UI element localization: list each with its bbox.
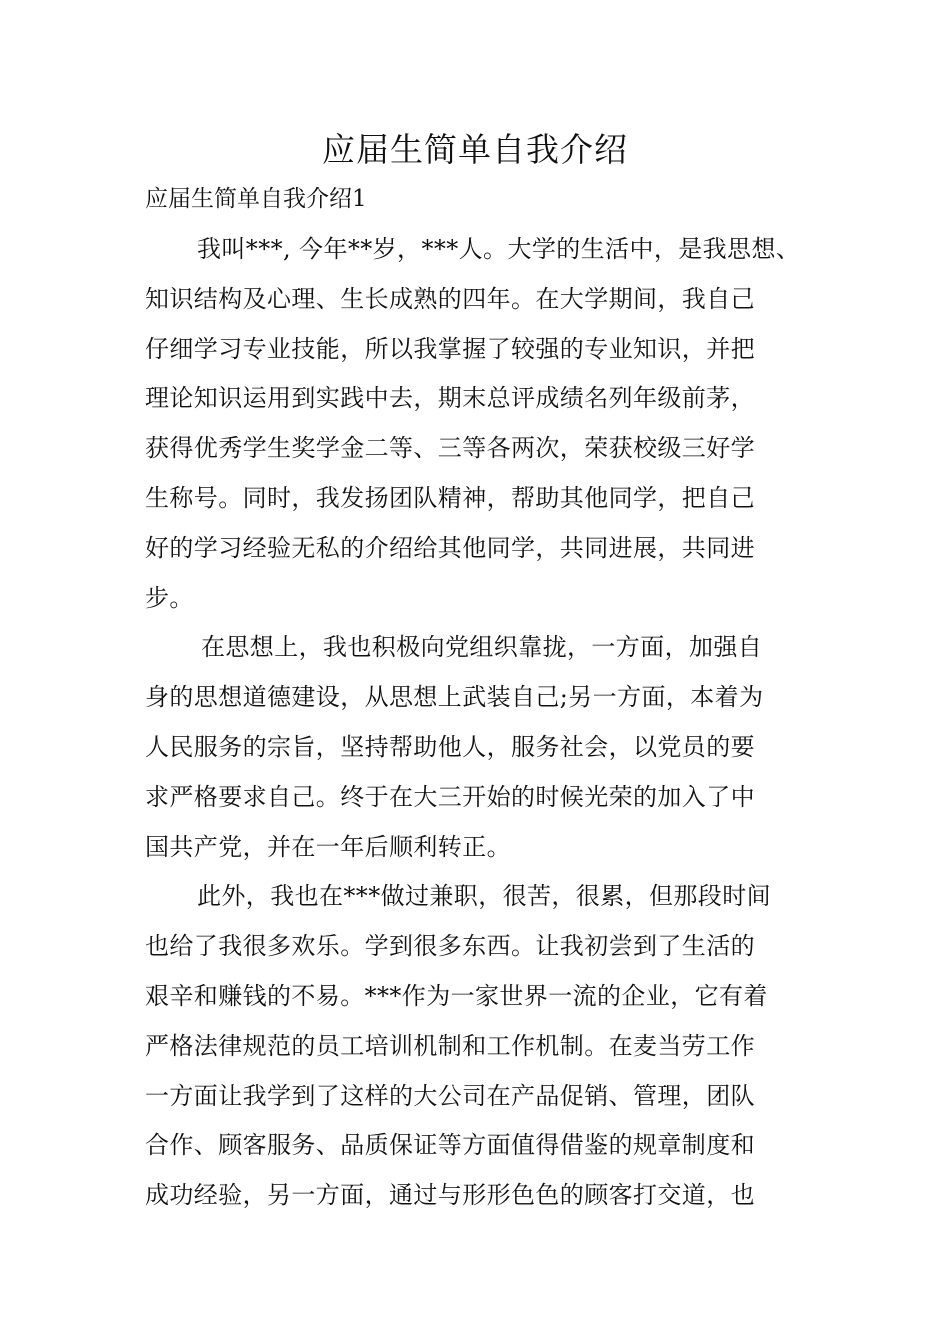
paragraph-line: 成功经验，另一方面，通过与形形色色的顾客打交道，也 [145, 1181, 755, 1210]
paragraph-line: 国共产党，并在一年后顺利转正。 [145, 832, 511, 861]
paragraph-3 [145, 872, 845, 1221]
paragraph-line: 身的思想道德建设，从思想上武装自己;另一方面，本着为 [145, 683, 764, 712]
paragraph-line: 艰辛和赚钱的不易。***作为一家世界一流的企业，它有着 [145, 981, 768, 1010]
paragraph-line: 人民服务的宗旨，坚持帮助他人，服务社会，以党员的要 [145, 732, 755, 761]
paragraph-line: 在思想上，我也积极向党组织靠拢，一方面，加强自 [201, 633, 763, 662]
document-subtitle: 应届生简单自我介绍1 [145, 186, 367, 212]
paragraph-line: 一方面让我学到了这样的大公司在产品促销、管理，团队 [145, 1081, 755, 1110]
paragraph-1 [145, 225, 845, 623]
paragraph-line: 好的学习经验无私的介绍给其他同学，共同进展，共同进 [145, 533, 755, 562]
document-title: 应届生简单自我介绍 [322, 130, 628, 169]
paragraph-line: 理论知识运用到实践中去，期末总评成绩名列年级前茅， [145, 384, 755, 413]
paragraph-line: 仔细学习专业技能，所以我掌握了较强的专业知识，并把 [145, 334, 755, 363]
document-body [145, 225, 845, 1221]
paragraph-line: 合作、顾客服务、品质保证等方面值得借鉴的规章制度和 [145, 1131, 755, 1160]
paragraph-line: 也给了我很多欢乐。学到很多东西。让我初尝到了生活的 [145, 932, 755, 961]
paragraph-line: 此外，我也在***做过兼职，很苦，很累，但那段时间 [197, 882, 771, 911]
paragraph-line: 生称号。同时，我发扬团队精神，帮助其他同学，把自己 [145, 483, 755, 512]
paragraph-2 [145, 623, 845, 872]
paragraph-line: 获得优秀学生奖学金二等、三等各两次，荣获校级三好学 [145, 434, 755, 463]
paragraph-line: 步。 [145, 583, 194, 612]
paragraph-line: 知识结构及心理、生长成熟的四年。在大学期间，我自己 [145, 284, 755, 313]
paragraph-line: 严格法律规范的员工培训机制和工作机制。在麦当劳工作 [145, 1031, 755, 1060]
paragraph-line: 求严格要求自己。终于在大三开始的时候光荣的加入了中 [145, 782, 755, 811]
paragraph-line: 我叫***, 今年**岁，***人。大学的生活中，是我思想、 [197, 235, 801, 263]
